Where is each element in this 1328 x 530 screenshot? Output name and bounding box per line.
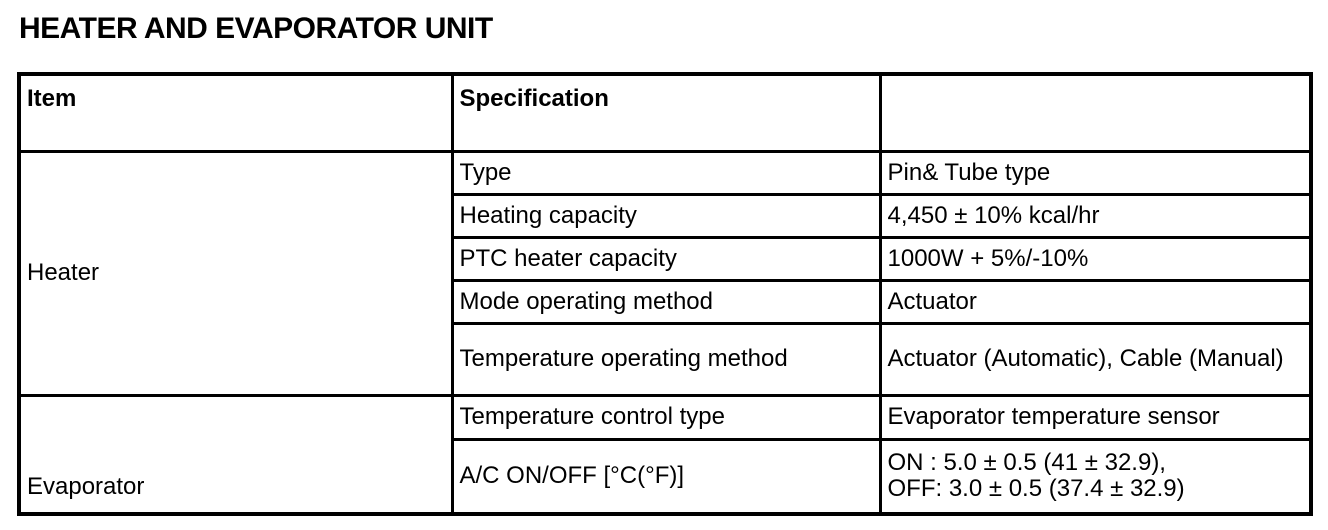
table-row [19,395,1311,439]
spec-cell: A/C ON/OFF [°C(°F)] [452,439,880,514]
spec-cell: Type [452,151,880,194]
value-cell [880,439,1311,514]
value-cell: Evaporator temperature sensor [880,395,1311,439]
page-title: HEATER AND EVAPORATOR UNIT [19,12,493,45]
value-cell: Actuator (Automatic), Cable (Manual) [880,323,1311,395]
value-line-off: OFF: 3.0 ± 0.5 (37.4 ± 32.9) [887,475,1185,503]
table-header-row [19,74,1311,151]
value-cell: Pin& Tube type [880,151,1311,194]
value-line-on: ON : 5.0 ± 0.5 (41 ± 32.9), [887,449,1166,477]
value-cell: 1000W + 5%/-10% [880,237,1311,280]
spec-cell: Temperature operating method [452,323,880,395]
item-heater: Heater [19,151,452,395]
header-value [880,74,1311,151]
spec-cell: Mode operating method [452,280,880,323]
value-cell: 4,450 ± 10% kcal/hr [880,194,1311,237]
spec-table [17,72,1313,516]
header-item: Item [19,74,452,151]
spec-cell: Temperature control type [452,395,880,439]
value-cell: Actuator [880,280,1311,323]
table-row [19,151,1311,194]
header-specification: Specification [452,74,880,151]
item-evaporator: Evaporator [19,395,452,514]
spec-cell: Heating capacity [452,194,880,237]
spec-cell: PTC heater capacity [452,237,880,280]
